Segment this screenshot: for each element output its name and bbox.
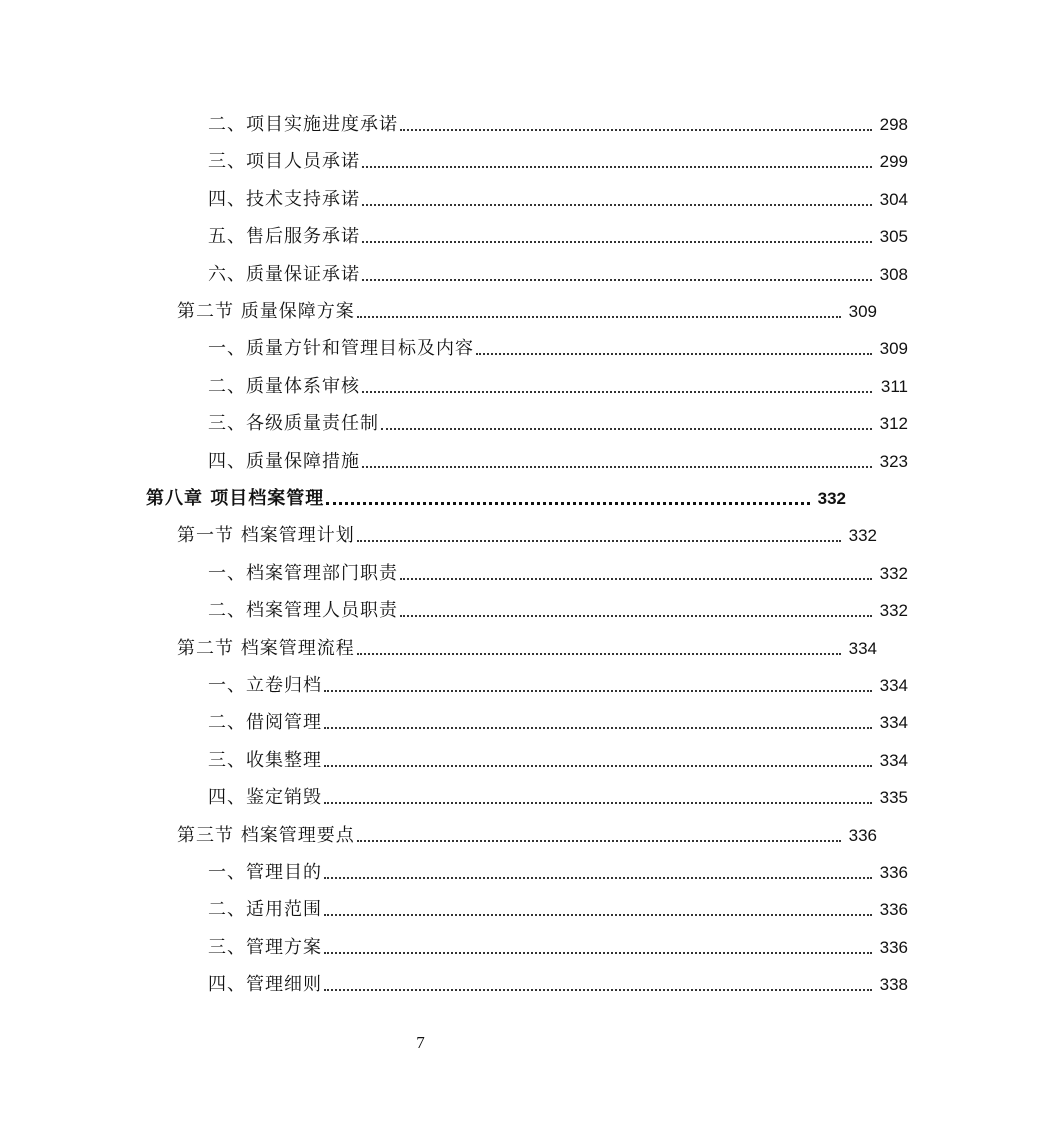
toc-entry-title: 四、质量保障措施 xyxy=(208,450,360,472)
toc-dot-leader xyxy=(324,913,872,916)
toc-entry[interactable] xyxy=(0,511,1018,548)
toc-entry[interactable] xyxy=(0,399,1049,436)
toc-entry-page: 332 xyxy=(848,526,877,546)
toc-entry-page: 336 xyxy=(848,825,877,845)
toc-entry-title: 一、立卷归档 xyxy=(208,675,322,696)
toc-entry-page: 311 xyxy=(880,376,908,396)
toc-entry-page: 334 xyxy=(848,638,877,658)
toc-entry-title: 六、质量保证承诺 xyxy=(208,263,360,285)
toc-entry-title: 四、鉴定销毁 xyxy=(208,787,322,809)
toc-dot-leader xyxy=(324,988,872,991)
toc-entry-page: 336 xyxy=(879,900,908,920)
toc-entry-title: 三、各级质量责任制 xyxy=(208,413,379,435)
toc-entry-title: 第八章 项目档案管理 xyxy=(146,488,325,509)
toc-entry-title: 三、收集整理 xyxy=(208,749,322,771)
toc-entry[interactable] xyxy=(0,586,1049,623)
toc-entry-page: 332 xyxy=(817,489,846,508)
toc-entry[interactable] xyxy=(0,811,1018,848)
toc-dot-leader xyxy=(362,390,872,393)
toc-entry[interactable] xyxy=(0,624,1018,661)
toc-entry-page: 334 xyxy=(879,713,908,733)
toc-dot-leader xyxy=(357,652,841,655)
toc-dot-leader xyxy=(357,539,841,542)
toc-entry-title: 一、质量方针和管理目标及内容 xyxy=(208,338,474,360)
toc-dot-leader xyxy=(476,352,872,355)
toc-entry-title: 一、管理目的 xyxy=(208,862,322,883)
toc-dot-leader xyxy=(362,465,872,468)
toc-entry-page: 338 xyxy=(879,975,908,995)
toc-dot-leader xyxy=(357,315,841,318)
toc-dot-leader xyxy=(326,501,810,505)
page-number: 7 xyxy=(416,1033,425,1052)
toc-entry[interactable] xyxy=(0,212,1049,249)
toc-entry-page: 312 xyxy=(879,414,908,434)
toc-entry-page: 308 xyxy=(879,264,908,284)
toc-dot-leader xyxy=(362,203,872,206)
toc-entry-title: 第三节 档案管理要点 xyxy=(177,824,355,846)
toc-dot-leader xyxy=(362,278,872,281)
toc-entry-page: 305 xyxy=(879,227,908,247)
toc-entry[interactable] xyxy=(0,362,1049,399)
toc-entry-title: 二、质量体系审核 xyxy=(208,375,360,397)
toc-entry-page: 335 xyxy=(879,788,908,808)
toc-entry-title: 二、项目实施进度承诺 xyxy=(208,114,398,135)
toc-entry-page: 336 xyxy=(879,863,908,882)
toc-entry-title: 三、项目人员承诺 xyxy=(208,151,360,173)
toc-entry-title: 三、管理方案 xyxy=(208,936,322,958)
toc-entry-title: 四、管理细则 xyxy=(208,974,322,996)
toc-entry-title: 二、适用范围 xyxy=(208,899,322,921)
toc-entry[interactable] xyxy=(0,287,1018,324)
toc-entry-title: 一、档案管理部门职责 xyxy=(208,562,398,584)
toc-entry-page: 298 xyxy=(879,115,908,134)
toc-entry[interactable] xyxy=(0,100,1049,137)
toc-entry[interactable] xyxy=(0,736,1049,773)
toc-entry[interactable] xyxy=(0,698,1049,735)
toc-entry[interactable] xyxy=(0,885,1049,922)
toc-entry-page: 332 xyxy=(879,563,908,583)
toc-entry[interactable] xyxy=(0,474,987,511)
toc-dot-leader xyxy=(400,614,872,617)
toc-entry[interactable] xyxy=(0,437,1049,474)
toc-entry[interactable] xyxy=(0,549,1049,586)
toc-dot-leader xyxy=(324,951,872,954)
toc-dot-leader xyxy=(357,839,841,842)
toc-dot-leader xyxy=(324,764,872,767)
toc-entry[interactable] xyxy=(0,848,1049,885)
toc-dot-leader xyxy=(324,726,872,729)
toc-entry-title: 第二节 质量保障方案 xyxy=(177,301,355,322)
toc-dot-leader xyxy=(362,165,872,168)
toc-entry-page: 299 xyxy=(879,152,908,172)
toc-entry-page: 309 xyxy=(848,302,877,321)
toc-entry-title: 第一节 档案管理计划 xyxy=(177,525,355,547)
toc-entry-title: 二、借阅管理 xyxy=(208,712,322,734)
toc-entry-page: 304 xyxy=(879,189,908,209)
toc-entry-title: 四、技术支持承诺 xyxy=(208,188,360,210)
toc-entry[interactable] xyxy=(0,773,1049,810)
toc-entry[interactable] xyxy=(0,324,1049,361)
toc-entry-title: 二、档案管理人员职责 xyxy=(208,600,398,622)
toc-entry[interactable] xyxy=(0,923,1049,960)
toc-entry-page: 334 xyxy=(879,750,908,770)
toc-entry[interactable] xyxy=(0,960,1049,997)
toc-entry[interactable] xyxy=(0,175,1049,212)
toc-entry-title: 第二节 档案管理流程 xyxy=(177,637,355,659)
toc-dot-leader xyxy=(400,128,872,131)
toc-entry[interactable] xyxy=(0,250,1049,287)
toc-dot-leader xyxy=(400,577,872,580)
toc-entry-page: 334 xyxy=(879,676,908,695)
toc-entry-page: 309 xyxy=(879,339,908,359)
toc-entry[interactable] xyxy=(0,137,1049,174)
toc-dot-leader xyxy=(362,240,872,243)
toc-entry[interactable] xyxy=(0,661,1049,698)
toc-dot-leader xyxy=(324,689,872,692)
toc-dot-leader xyxy=(381,427,872,430)
toc-entry-title: 五、售后服务承诺 xyxy=(208,226,360,248)
toc-entry-page: 323 xyxy=(879,451,908,471)
toc-entry-page: 332 xyxy=(879,601,908,621)
toc-entry-page: 336 xyxy=(879,937,908,957)
toc-dot-leader xyxy=(324,876,872,879)
toc-dot-leader xyxy=(324,801,872,804)
table-of-contents xyxy=(0,100,908,1000)
